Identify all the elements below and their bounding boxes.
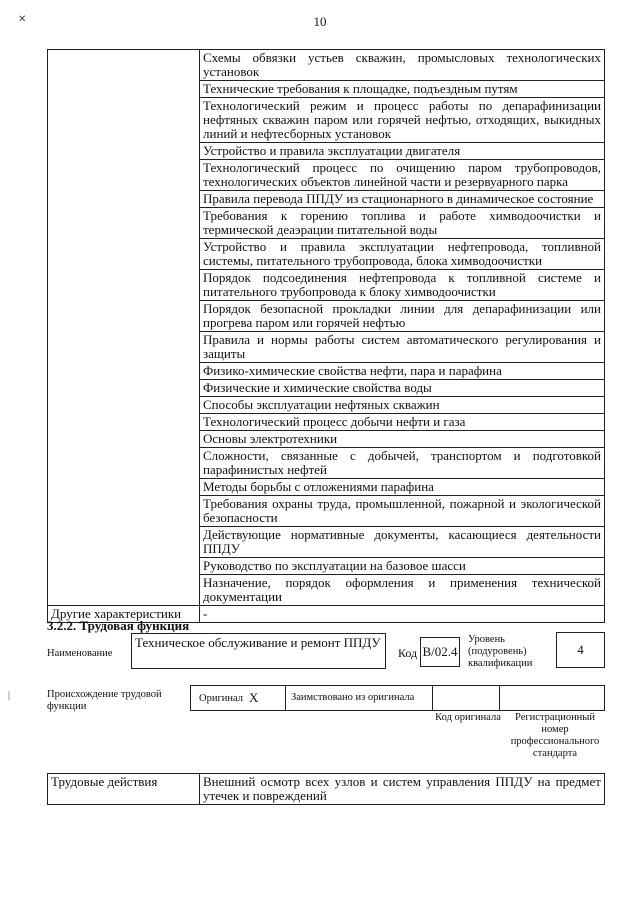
actions-table [47,773,605,805]
knowledge-item: Требования к горению топлива и работе химводоочистки и термической деаэрации питательной воды [200,208,605,239]
knowledge-item: Физические и химические свойства воды [200,380,605,397]
other-characteristics-value: - [200,606,605,623]
original-code-caption: Код оригинала [435,712,501,723]
knowledge-item: Технологический режим и процесс работы по депарафинизации нефтяных скважин паром или горячей нефтью, отходящих, выкидных линий и нефтесборных установок [200,98,605,143]
registration-number-caption: Регистрационный номер профессионального стандарта [510,712,600,759]
knowledge-item: Порядок безопасной прокладки линии для депарафинизации или прогрева паром или горячей нефтью [200,301,605,332]
margin-mark: ✕ [18,14,27,25]
name-label: Наименование [47,648,113,659]
knowledge-item: Назначение, порядок оформления и применения технической документации [200,575,605,606]
knowledge-item: Сложности, связанные с добычей, транспортом и подготовкой парафинистых нефтей [200,448,605,479]
code-box: B/02.4 [420,637,460,667]
origin-label: Происхождение трудовой функции [47,689,162,712]
knowledge-item: Порядок подсоединения нефтепровода к топливной системе и питательного трубопровода к блоку химводоочистки [200,270,605,301]
knowledge-label-cell [48,50,200,606]
section-heading: 3.2.2. Трудовая функция [47,618,190,633]
knowledge-item: Технологический процесс добычи нефти и газа [200,414,605,431]
origin-row [190,685,605,711]
table-row [48,774,605,805]
borrowed-cell [285,685,433,711]
original-code-cell [432,685,500,711]
knowledge-item: Технические требования к площадке, подъездным путям [200,81,605,98]
borrowed-label: Заимствовано из оригинала [291,692,415,703]
knowledge-item: Устройство и правила эксплуатации двигателя [200,143,605,160]
knowledge-item: Схемы обвязки устьев скважин, промысловых технологических установок [200,50,605,81]
knowledge-table [47,49,605,623]
original-label: Оригинал [199,693,243,704]
code-label: Код [398,646,418,660]
knowledge-item: Руководство по эксплуатации на базовое шасси [200,558,605,575]
knowledge-item: Требования охраны труда, промышленной, пожарной и экологической безопасности [200,496,605,527]
table-row [48,50,605,81]
actions-label: Трудовые действия [48,774,200,805]
knowledge-item: Физико-химические свойства нефти, пара и парафина [200,363,605,380]
original-cell [190,685,286,711]
margin-mark: | [8,690,11,701]
knowledge-item: Основы электротехники [200,431,605,448]
knowledge-item: Правила и нормы работы систем автоматического регулирования и защиты [200,332,605,363]
knowledge-item: Методы борьбы с отложениями парафина [200,479,605,496]
original-mark: X [249,690,259,705]
qualification-level-box: 4 [556,632,605,668]
qualification-level-label: Уровень (подуровень) квалификации [468,634,533,669]
knowledge-item: Действующие нормативные документы, касающиеся деятельности ППДУ [200,527,605,558]
other-characteristics-label: Другие характеристики [48,606,200,623]
knowledge-item: Способы эксплуатации нефтяных скважин [200,397,605,414]
action-item: Внешний осмотр всех узлов и систем управления ППДУ на предмет утечек и повреждений [200,774,605,805]
function-name-box: Техническое обслуживание и ремонт ППДУ [131,633,386,669]
registration-number-cell [499,685,605,711]
knowledge-item: Правила перевода ППДУ из стационарного в динамическое состояние [200,191,605,208]
page-number: 10 [313,14,327,29]
knowledge-item: Устройство и правила эксплуатации нефтепровода, топливной системы, питательного трубопровода, блока химводоочистки [200,239,605,270]
knowledge-item: Технологический процесс по очищению паром трубопроводов, технологических объектов линейной части и резервуарного парка [200,160,605,191]
